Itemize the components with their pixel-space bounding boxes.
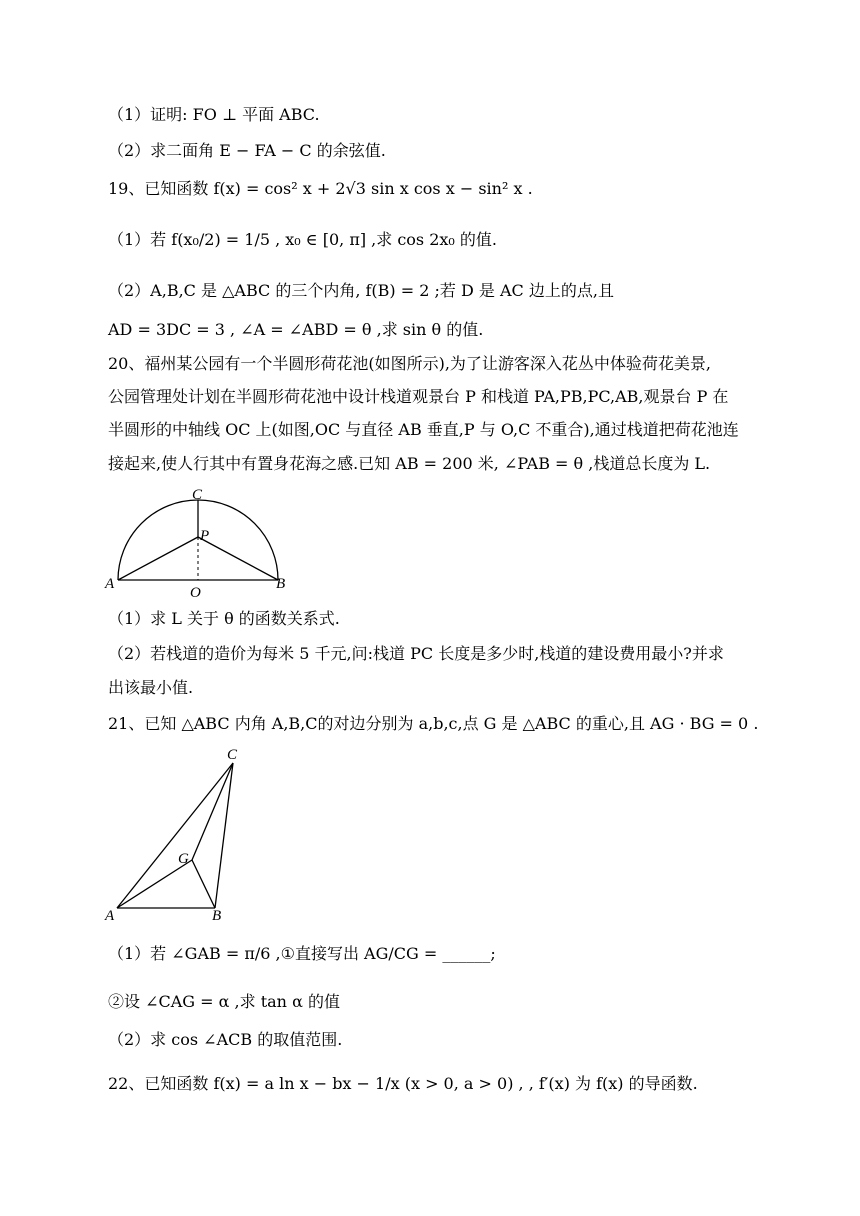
q19-part2-line1: （2）A,B,C 是 △ABC 的三个内角, f(B) = 2 ;若 D 是 AC 边上的点,且 — [108, 281, 614, 300]
q19-part2-line2: AD = 3DC = 3 , ∠A = ∠ABD = θ ,求 sin θ 的值. — [108, 320, 484, 339]
segment-BG — [192, 860, 215, 908]
label-P: P — [200, 528, 210, 544]
q20-part2-line1: （2）若栈道的造价为每米 5 千元,问:栈道 PC 长度是多少时,栈道的建设费用最小?并求 — [108, 644, 724, 663]
q20-stem-line3: 半圆形的中轴线 OC 上(如图,OC 与直径 AB 垂直,P 与 O,C 不重合),通过栈道把荷花池连 — [108, 420, 739, 439]
q21-part1-line2: ②设 ∠CAG = α ,求 tan α 的值 — [108, 992, 340, 1011]
label-G: G — [178, 851, 189, 867]
semicircle-figure — [100, 485, 300, 605]
label-C: C — [192, 487, 203, 503]
label-B: B — [276, 576, 286, 592]
q21-stem: 21、已知 △ABC 内角 A,B,C的对边分别为 a,b,c,点 G 是 △ABC 的重心,且 AG · BG = 0 . — [108, 714, 759, 733]
q18-part1: （1）证明: FO ⊥ 平面 ABC. — [108, 105, 320, 124]
triangle-figure — [100, 745, 250, 925]
q22-stem: 22、已知函数 f(x) = a ln x − bx − 1/x (x > 0, a > 0) , , f′(x) 为 f(x) 的导函数. — [108, 1074, 698, 1093]
q21-part1-line1: （1）若 ∠GAB = π/6 ,①直接写出 AG/CG = ______; — [108, 944, 496, 963]
q18-part2: （2）求二面角 E − FA − C 的余弦值. — [108, 141, 386, 160]
q20-stem-line2: 公园管理处计划在半圆形荷花池中设计栈道观景台 P 和栈道 PA,PB,PC,AB,观景台 P 在 — [108, 387, 729, 406]
q20-part1: （1）求 L 关于 θ 的函数关系式. — [108, 609, 340, 628]
label-O: O — [190, 585, 201, 601]
q20-stem-line4: 接起来,使人行其中有置身花海之感.已知 AB = 200 米, ∠PAB = θ ,栈道总长度为 L. — [108, 454, 711, 473]
q19-stem: 19、已知函数 f(x) = cos² x + 2√3 sin x cos x − sin² x . — [108, 179, 533, 198]
q20-part2-line2: 出该最小值. — [108, 678, 194, 697]
label-C: C — [227, 747, 238, 763]
label-A: A — [105, 908, 115, 924]
segment-PB — [198, 537, 278, 580]
segment-AG — [117, 860, 192, 908]
q21-part2: （2）求 cos ∠ACB 的取值范围. — [108, 1030, 343, 1049]
label-A: A — [105, 576, 115, 592]
q20-stem-line1: 20、福州某公园有一个半圆形荷花池(如图所示),为了让游客深入花丛中体验荷花美景, — [108, 354, 712, 373]
side-AC — [117, 763, 233, 908]
q19-part1: （1）若 f(x₀/2) = 1/5 , x₀ ∈ [0, π] ,求 cos 2x₀ 的值. — [108, 230, 498, 249]
segment-PA — [118, 537, 198, 580]
label-B: B — [212, 908, 222, 924]
